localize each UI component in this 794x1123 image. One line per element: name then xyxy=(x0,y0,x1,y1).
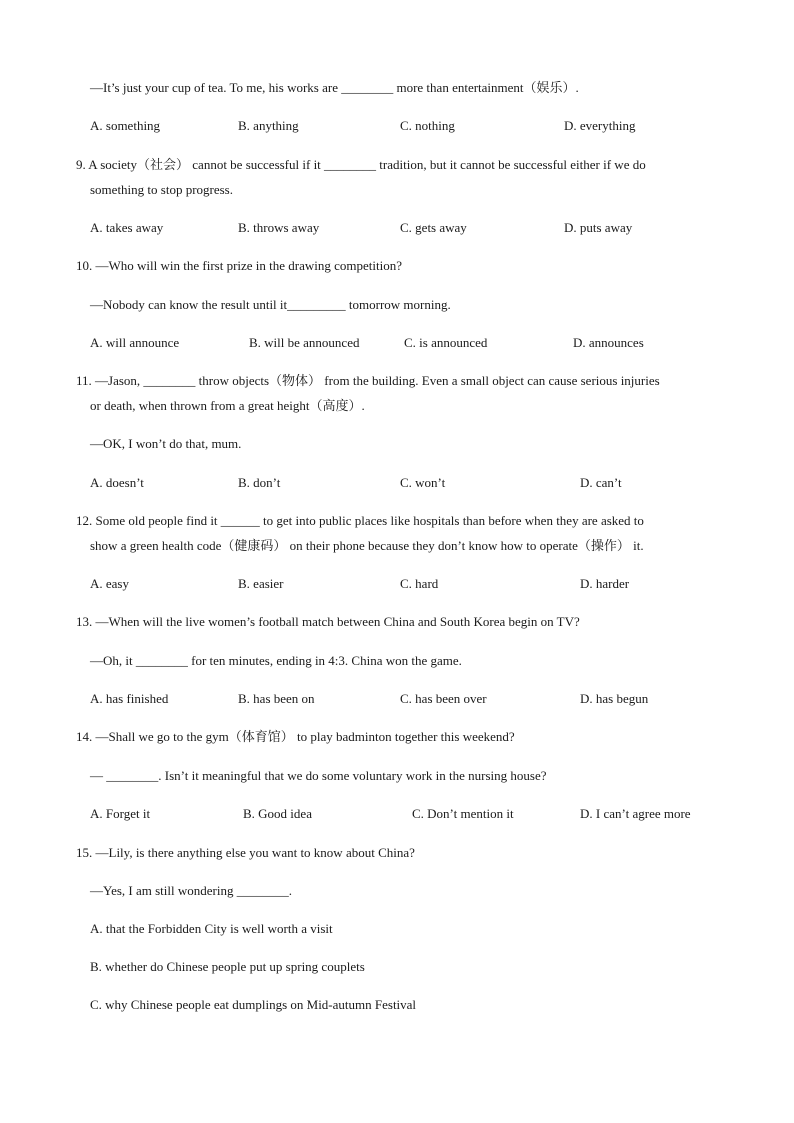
q8-option-a: A. something xyxy=(90,118,161,133)
q15-option-a: A. that the Forbidden City is well worth a visit xyxy=(90,921,333,936)
q10-option-c: C. is announced xyxy=(404,335,488,350)
q11-option-a: A. doesn’t xyxy=(90,475,144,490)
q13-option-d: D. has begun xyxy=(580,691,649,706)
q14-option-a: A. Forget it xyxy=(90,806,151,821)
q13-option-b: B. has been on xyxy=(238,691,315,706)
q9-option-c: C. gets away xyxy=(400,220,467,235)
q11-question-cont: or death, when thrown from a great height（高度）. xyxy=(90,398,365,413)
q8-option-b: B. anything xyxy=(238,118,299,133)
q10-answer-line: —Nobody can know the result until it_________ tomorrow morning. xyxy=(90,297,451,312)
q11-option-b: B. don’t xyxy=(238,475,281,490)
q12-question-cont: show a green health code（健康码） on their phone because they don’t know how to operate（操作） it. xyxy=(90,538,644,553)
q14-question: 14. —Shall we go to the gym（体育馆） to play badminton together this weekend? xyxy=(76,729,515,744)
q12-option-c: C. hard xyxy=(400,576,439,591)
q13-option-c: C. has been over xyxy=(400,691,487,706)
q13-option-a: A. has finished xyxy=(90,691,169,706)
q14-option-d: D. I can’t agree more xyxy=(580,806,691,821)
q12-question: 12. Some old people find it ______ to get into public places like hospitals than before when they are asked to xyxy=(76,513,644,528)
q9-question: 9. A society（社会） cannot be successful if it ________ tradition, but it cannot be successful either if we do xyxy=(76,157,646,172)
q10-option-b: B. will be announced xyxy=(249,335,360,350)
q8-answer-line: —It’s just your cup of tea. To me, his works are ________ more than entertainment（娱乐）. xyxy=(90,80,579,95)
q15-answer-line: —Yes, I am still wondering ________. xyxy=(90,883,292,898)
q10-option-d: D. announces xyxy=(573,335,644,350)
q10-question: 10. —Who will win the first prize in the drawing competition? xyxy=(76,258,403,273)
q8-option-d: D. everything xyxy=(564,118,636,133)
q11-question: 11. —Jason, ________ throw objects（物体） from the building. Even a small object can cause serious injuries xyxy=(76,373,660,388)
q13-question: 13. —When will the live women’s football match between China and South Korea begin on TV? xyxy=(76,614,580,629)
q8-option-c: C. nothing xyxy=(400,118,455,133)
q11-answer-line: —OK, I won’t do that, mum. xyxy=(90,436,242,451)
q10-option-a: A. will announce xyxy=(90,335,180,350)
q9-option-d: D. puts away xyxy=(564,220,633,235)
q14-option-b: B. Good idea xyxy=(243,806,312,821)
q11-option-c: C. won’t xyxy=(400,475,446,490)
q9-question-cont: something to stop progress. xyxy=(90,182,233,197)
q14-option-c: C. Don’t mention it xyxy=(412,806,514,821)
q12-option-a: A. easy xyxy=(90,576,129,591)
q12-option-b: B. easier xyxy=(238,576,284,591)
q14-answer-line: — ________. Isn’t it meaningful that we do some voluntary work in the nursing house? xyxy=(90,768,547,783)
q13-answer-line: —Oh, it ________ for ten minutes, ending in 4:3. China won the game. xyxy=(90,653,462,668)
q9-option-a: A. takes away xyxy=(90,220,164,235)
q11-option-d: D. can’t xyxy=(580,475,622,490)
q15-option-c: C. why Chinese people eat dumplings on Mid-autumn Festival xyxy=(90,997,417,1012)
q15-option-b: B. whether do Chinese people put up spring couplets xyxy=(90,959,365,974)
q15-question: 15. —Lily, is there anything else you want to know about China? xyxy=(76,845,415,860)
q9-option-b: B. throws away xyxy=(238,220,320,235)
q12-option-d: D. harder xyxy=(580,576,630,591)
